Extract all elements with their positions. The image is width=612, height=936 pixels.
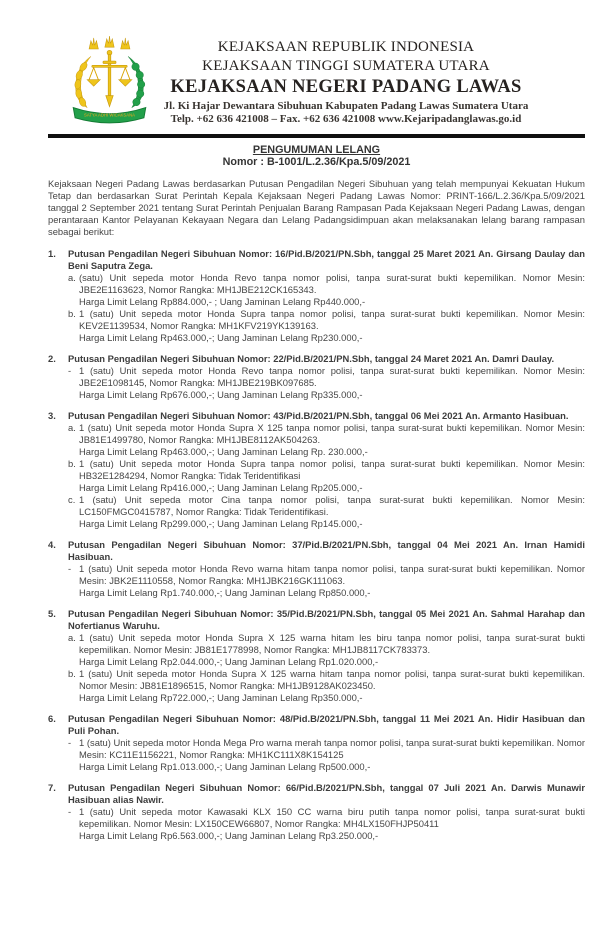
subitem (68, 308, 585, 344)
auction-item (48, 410, 585, 530)
subitem (68, 422, 585, 458)
subitem-marker: b. (68, 458, 76, 469)
office-address: Jl. Ki Hajar Dewantara Sibuhuan Kabupaten Padang Lawas Sumatera Utara (163, 100, 529, 112)
item-header: Putusan Pengadilan Negeri Sibuhuan Nomor: 48/Pid.B/2021/PN.Sbh, tanggal 11 Mei 2021 An. Hidir Hasibuan dan Puli Pohan. (68, 713, 585, 736)
item-header: Putusan Pengadilan Negeri Sibuhuan Nomor: 37/Pid.B/2021/PN.Sbh, tanggal 04 Mei 2021 An. Irnan Hamidi Hasibuan. (68, 539, 585, 562)
subitem-list (68, 422, 585, 530)
subitem (68, 365, 585, 401)
item-header: Putusan Pengadilan Negeri Sibuhuan Nomor: 66/Pid.B/2021/PN.Sbh, tanggal 07 Juli 2021 An. Darwis Munawir Hasibuan alias Nawir. (68, 782, 585, 805)
office-contact: Telp. +62 636 421008 – Fax. +62 636 421008 www.Kejaripadanglawas.go.id (170, 113, 522, 125)
subitem-price: Harga Limit Lelang Rp463.000,-; Uang Jaminan Lelang Rp230.000,- (79, 332, 363, 343)
document-body (48, 144, 585, 851)
logo-motto-text: SATYA ADHI WICAKSANA (83, 112, 136, 118)
item-number: 3. (48, 410, 56, 421)
item-number: 4. (48, 539, 56, 550)
subitem (68, 632, 585, 668)
subitem-marker: - (68, 806, 72, 817)
subitem-body (79, 272, 585, 308)
item-header: Putusan Pengadilan Negeri Sibuhuan Nomor: 43/Pid.B/2021/PN.Sbh, tanggal 06 Mei 2021 An. Armanto Hasibuan. (68, 410, 569, 421)
subitem-marker: c. (68, 494, 76, 505)
subitem-body (79, 632, 585, 668)
subitem-body (79, 365, 585, 401)
subitem-price: Harga Limit Lelang Rp1.740.000,-; Uang Jaminan Lelang Rp850.000,- (79, 587, 371, 598)
letterhead-text (150, 38, 542, 126)
subitem-text: 1 (satu) Unit sepeda motor Honda Mega Pro warna merah tanpa nomor polisi, tanpa surat-surat bukti kepemilikan. Nomor Mesin: KC11E1156221, Nomor Rangka: MH1KC111X8K154125 (79, 737, 585, 760)
intro-paragraph: Kejaksaan Negeri Padang Lawas berdasarkan Putusan Pengadilan Negeri Sibuhuan yang telah mempunyai Kekuatan Hukum Tetap dan berdasarkan Surat Perintah Kepala Kejaksaan Negeri Padang Lawas Nomor: PRINT-166/L.2.36/Kpa.5/09/2021 tanggal 2 September 2021 tentang Surat Perintah Penjualan Barang Rampasan Pada Kejaksaan Negeri Padang Lawas, dengan perantaraan Kantor Pelayanan Kekayaan Negara dan Lelang Padangsidimpuan akan melaksanakan lelang barang rampasan sebagai berikut: (48, 178, 585, 237)
auction-item (48, 353, 585, 401)
item-body (68, 713, 585, 773)
subitem-marker: b. (68, 668, 76, 679)
item-body (68, 410, 585, 530)
subitem-list (68, 272, 585, 344)
subitem (68, 668, 585, 704)
item-number: 6. (48, 713, 56, 724)
subitem-body (79, 806, 585, 842)
item-number: 1. (48, 248, 56, 259)
item-body (68, 353, 585, 401)
letterhead-divider (48, 134, 585, 138)
auction-item (48, 608, 585, 704)
subitem-price: Harga Limit Lelang Rp463.000,-; Uang Jaminan Lelang Rp. 230.000,- (79, 446, 368, 457)
org-line-province: KEJAKSAAN TINGGI SUMATERA UTARA (202, 58, 490, 74)
item-header: Putusan Pengadilan Negeri Sibuhuan Nomor: 16/Pid.B/2021/PN.Sbh, tanggal 25 Maret 2021 An. Girsang Daulay dan Beni Saputra Zega. (68, 248, 585, 271)
org-line-office: KEJAKSAAN NEGERI PADANG LAWAS (170, 77, 522, 97)
auction-items-list (48, 248, 585, 842)
subitem-body (79, 737, 585, 773)
item-number: 2. (48, 353, 56, 364)
subitem-price: Harga Limit Lelang Rp416.000,-; Uang Jaminan Lelang Rp205.000,- (79, 482, 363, 493)
item-body (68, 539, 585, 599)
subitem-list (68, 632, 585, 704)
subitem-text: 1 (satu) Unit sepeda motor Cina tanpa nomor polisi, tanpa surat-surat bukti kepemilikan. Nomor Mesin: LC150FMGC0415787, Nomor Rangka: Tidak Teridentifikasi. (79, 494, 585, 517)
subitem-text: 1 (satu) Unit sepeda motor Honda Supra X 125 warna hitam les biru tanpa nomor polisi, tanpa surat-surat bukti kepemilikan. Nomor Mesin: JB81E1778998, Nomor Rangka: MH1JB8117CK783373. (79, 632, 585, 655)
subitem-list (68, 563, 585, 599)
subitem-marker: a. (68, 272, 76, 283)
subitem-list (68, 737, 585, 773)
subitem-text: 1 (satu) Unit sepeda motor Honda Supra X 125 warna hitam tanpa nomor polisi, tanpa surat-surat bukti kepemilikan. Nomor Mesin: JB81E1896515, Nomor Rangka: MH1JB9128AK023450. (79, 668, 585, 691)
letterhead (0, 0, 612, 136)
subitem-text: 1 (satu) Unit sepeda motor Honda Supra tanpa nomor polisi, tanpa surat-surat bukti kepemilikan. Nomor Mesin: KEV2E1139534, Nomor Rangka: MH1KFV219YK139163. (79, 308, 585, 331)
subitem-marker: a. (68, 422, 76, 433)
subitem (68, 737, 585, 773)
announcement-title: PENGUMUMAN LELANG (252, 144, 381, 156)
subitem-list (68, 806, 585, 842)
subitem (68, 272, 585, 308)
auction-item (48, 539, 585, 599)
subitem-text: 1 (satu) Unit sepeda motor Kawasaki KLX 150 CC warna biru putih tanpa nomor polisi, tanpa surat-surat bukti kepemilikan. Nomor Mesin: LX150CEW66807, Nomor Rangka: MH4LX150FHJP50411 (79, 806, 585, 829)
subitem (68, 494, 585, 530)
subitem-body (79, 308, 585, 344)
subitem-price: Harga Limit Lelang Rp676.000,-; Uang Jaminan Lelang Rp335.000,- (79, 389, 363, 400)
subitem-price: Harga Limit Lelang Rp299.000,-; Uang Jaminan Lelang Rp145.000,- (79, 518, 363, 529)
subitem (68, 806, 585, 842)
subitem-price: Harga Limit Lelang Rp6.563.000,-; Uang Jaminan Lelang Rp3.250.000,- (79, 830, 379, 841)
item-header: Putusan Pengadilan Negeri Sibuhuan Nomor: 35/Pid.B/2021/PN.Sbh, tanggal 05 Mei 2021 An. Sahmal Harahap dan Nofertianus Waruhu. (68, 608, 585, 631)
subitem-marker: a. (68, 632, 76, 643)
subitem-marker: b. (68, 308, 76, 319)
item-number: 7. (48, 782, 56, 793)
subitem-body (79, 563, 585, 599)
item-body (68, 782, 585, 842)
subitem-price: Harga Limit Lelang Rp722.000,-; Uang Jaminan Lelang Rp350.000,- (79, 692, 363, 703)
subitem-marker: - (68, 365, 72, 376)
org-line-republic: KEJAKSAAN REPUBLIK INDONESIA (217, 39, 475, 55)
item-header: Putusan Pengadilan Negeri Sibuhuan Nomor: 22/Pid.B/2021/PN.Sbh, tanggal 24 Maret 2021 An. Damri Daulay. (68, 353, 555, 364)
auction-item (48, 248, 585, 344)
item-body (68, 248, 585, 344)
auction-item (48, 782, 585, 842)
subitem-text: 1 (satu) Unit sepeda motor Honda Supra X 125 tanpa nomor polisi, tanpa surat-surat bukti kepemilikan. Nomor Mesin: JB81E1499780, Nomor Rangka: MH1JBE8112AK504263. (79, 422, 585, 445)
kejaksaan-logo-icon (63, 35, 156, 130)
auction-item (48, 713, 585, 773)
subitem-text: (satu) Unit sepeda motor Honda Revo tanpa nomor polisi, tanpa surat-surat bukti kepemilikan. Nomor Mesin: JBE2E1163623, Nomor Rangka: MH1JBE212CK165343. (79, 272, 585, 295)
subitem (68, 458, 585, 494)
subitem-body (79, 458, 585, 494)
item-body (68, 608, 585, 704)
subitem-marker: - (68, 737, 72, 748)
subitem-body (79, 422, 585, 458)
item-number: 5. (48, 608, 56, 619)
subitem (68, 563, 585, 599)
subitem-text: 1 (satu) Unit sepeda motor Honda Supra tanpa nomor polisi, tanpa surat-surat bukti kepemilikan. Nomor Mesin: HB32E1284294, Nomor Rangka: Tidak Teridentifikasi (79, 458, 585, 481)
subitem-price: Harga Limit Lelang Rp1.013.000,-; Uang Jaminan Lelang Rp500.000,- (79, 761, 371, 772)
subitem-price: Harga Limit Lelang Rp2.044.000,-; Uang Jaminan Lelang Rp1.020.000,- (79, 656, 379, 667)
announcement-number: Nomor : B-1001/L.2.36/Kpa.5/09/2021 (222, 156, 411, 168)
subitem-text: 1 (satu) Unit sepeda motor Honda Revo warna hitam tanpa nomor polisi, tanpa surat-surat bukti kepemilikan. Nomor Mesin: JBK2E1110558, Nomor Rangka: MH1JBK216GK111063. (79, 563, 585, 586)
subitem-body (79, 494, 585, 530)
subitem-list (68, 365, 585, 401)
subitem-price: Harga Limit Lelang Rp884.000,- ; Uang Jaminan Lelang Rp440.000,- (79, 296, 366, 307)
subitem-body (79, 668, 585, 704)
subitem-marker: - (68, 563, 72, 574)
subitem-text: 1 (satu) Unit sepeda motor Honda Revo tanpa nomor polisi, tanpa surat-surat bukti kepemilikan. Nomor Mesin: JBE2E1098145, Nomor Rangka: MH1JBE219BK097685. (79, 365, 585, 388)
title-block (48, 144, 585, 169)
